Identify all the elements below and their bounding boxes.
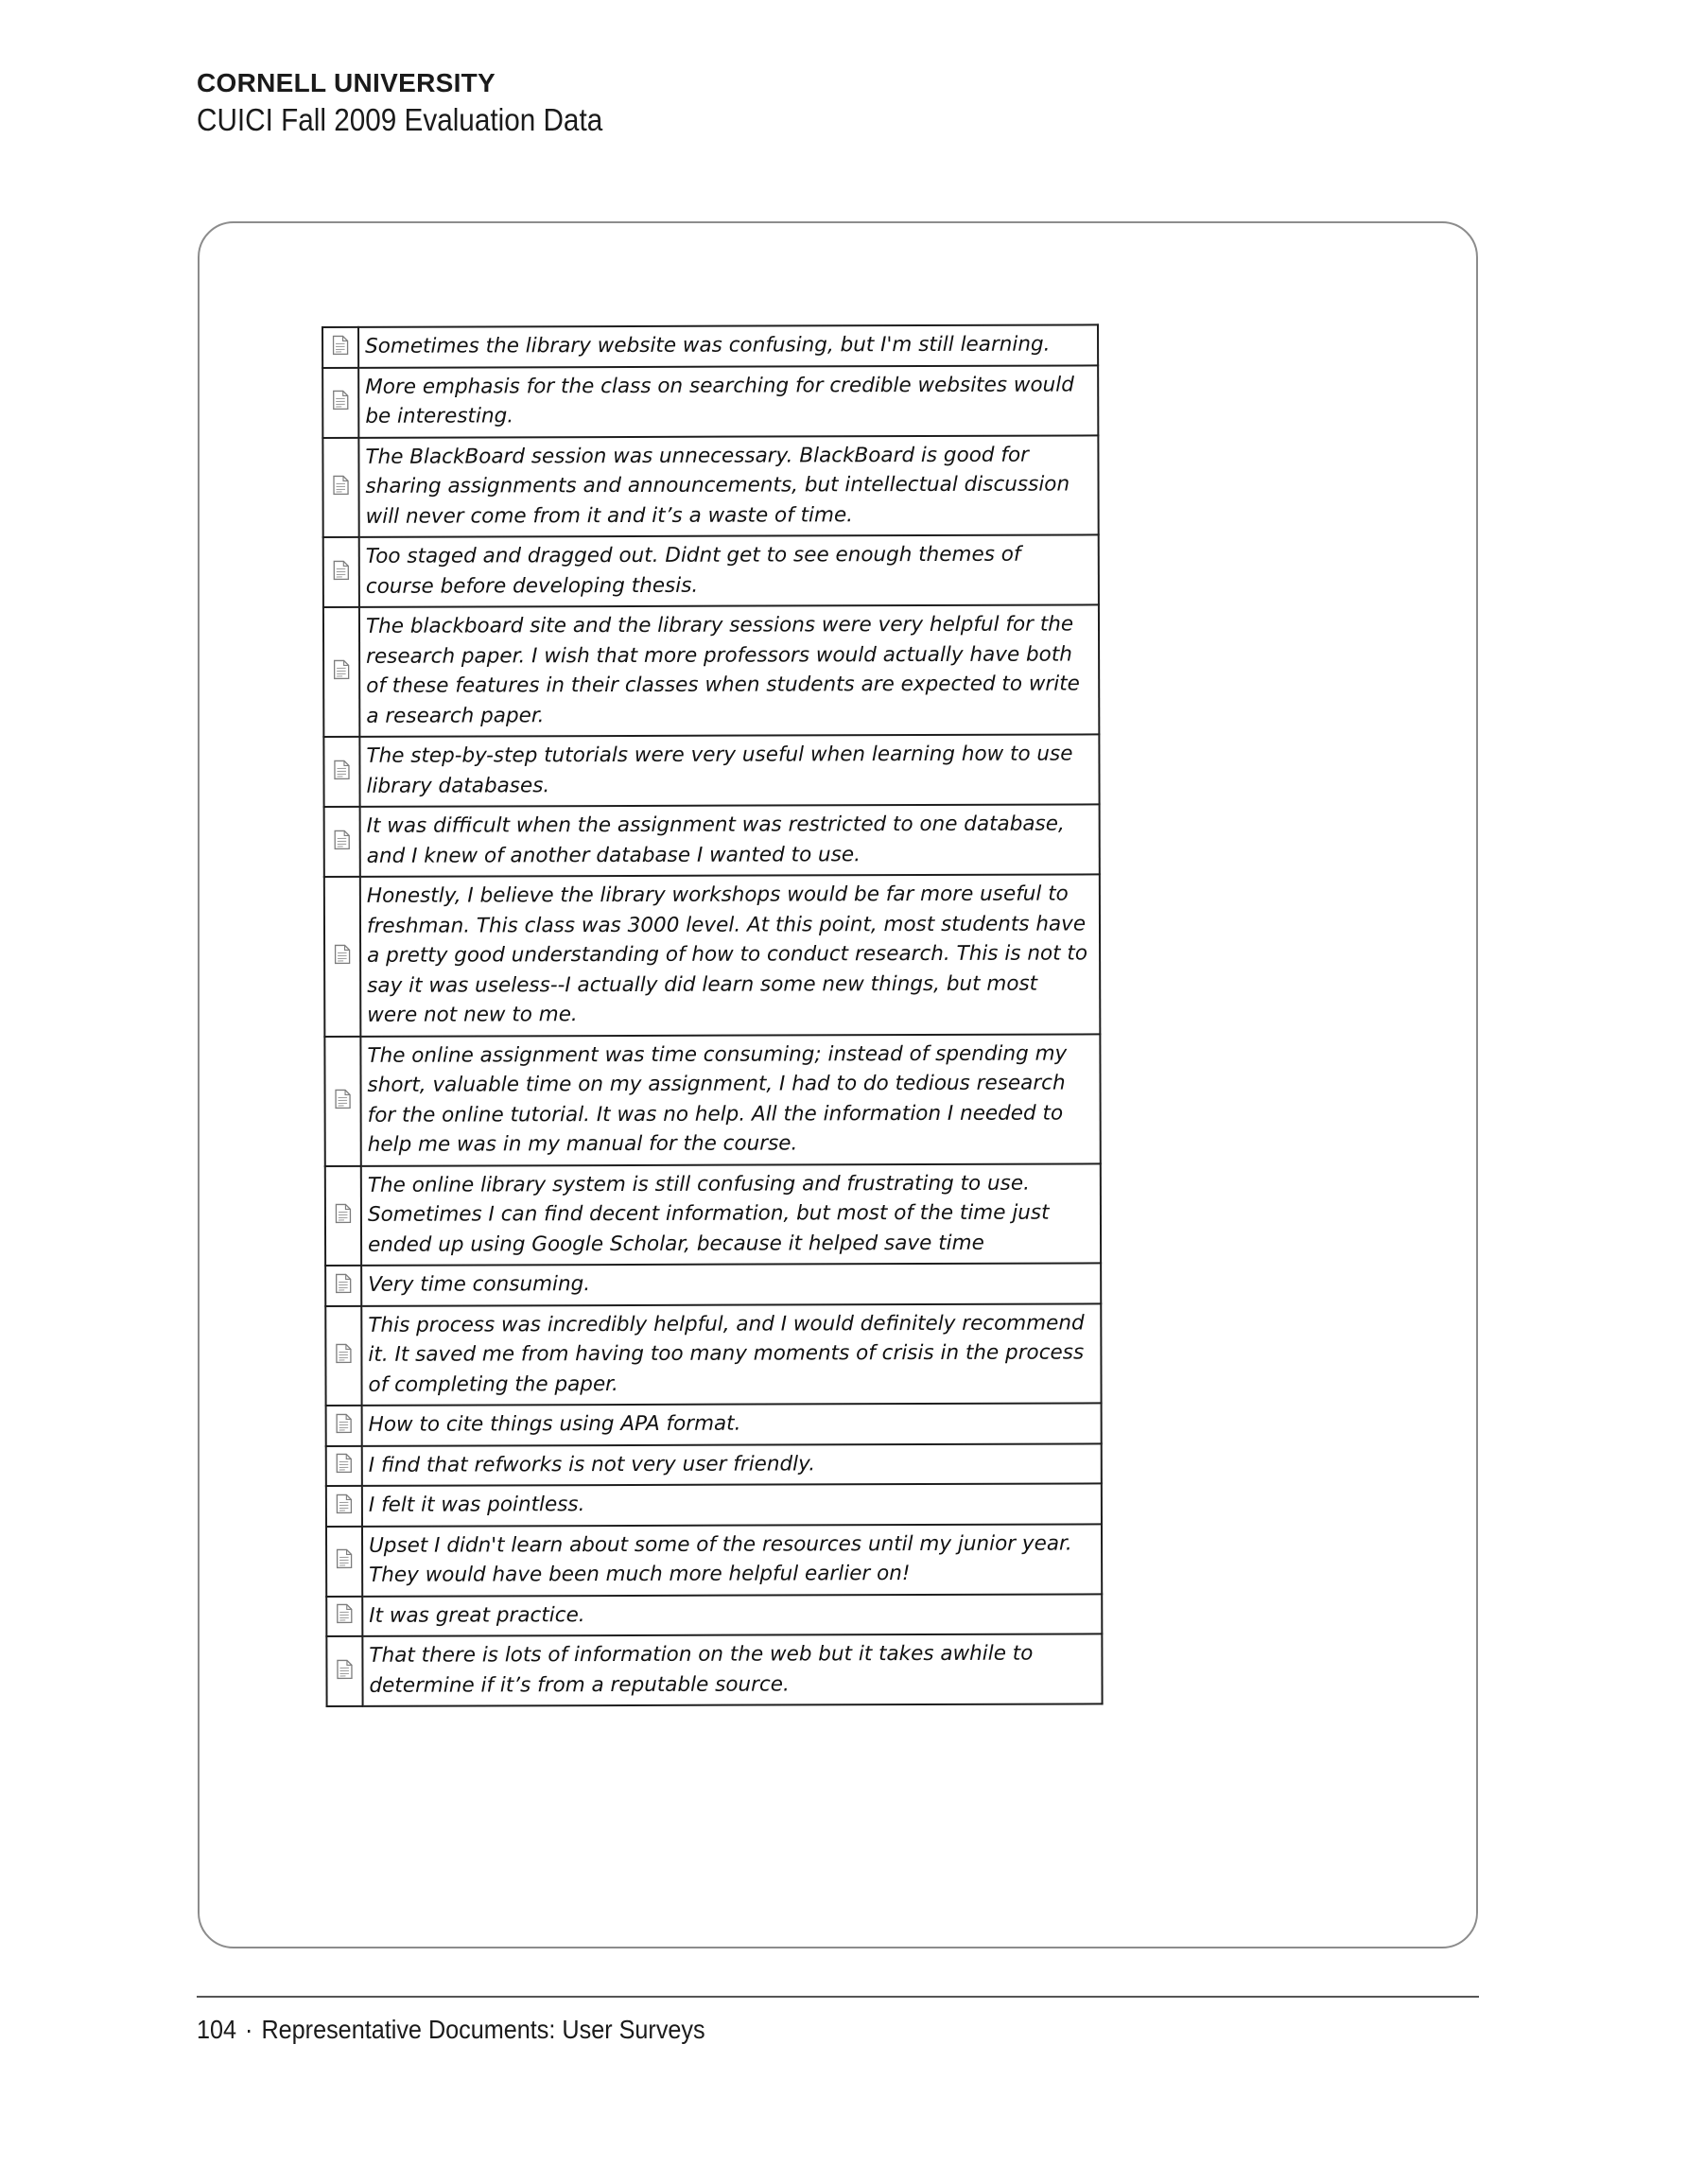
page-number: 104 — [197, 2015, 237, 2044]
response-row — [326, 1594, 1102, 1636]
response-text: The online library system is still confusing and frustrating to use. Sometimes I can find decent information, but most of the time just ended up using Google Scholar, because it helped save time — [361, 1163, 1101, 1266]
response-row — [322, 435, 1098, 537]
document-icon — [336, 1603, 353, 1629]
document-subtitle: CUICI Fall 2009 Evaluation Data — [197, 102, 603, 137]
response-icon-cell — [323, 737, 359, 807]
response-text: It was difficult when the assignment was restricted to one database, and I knew of another database I wanted to use. — [360, 804, 1100, 876]
response-icon-cell — [322, 437, 358, 537]
response-text: The BlackBoard session was unnecessary. BlackBoard is good for sharing assignments and announcements, but intellectual discussion will never come from it and it’s a waste of time. — [358, 435, 1098, 537]
response-row — [323, 604, 1099, 737]
response-text: It was great practice. — [362, 1594, 1102, 1636]
response-icon-cell — [326, 1596, 362, 1636]
response-text: The step-by-step tutorials were very useful when learning how to use library databases. — [359, 734, 1099, 806]
document-icon — [336, 1494, 353, 1519]
response-row — [326, 1483, 1102, 1526]
response-icon-cell — [322, 367, 358, 437]
response-row — [326, 1524, 1102, 1597]
response-row — [324, 1034, 1100, 1166]
document-icon — [332, 390, 349, 415]
response-row — [325, 1163, 1101, 1266]
response-icon-cell — [326, 1406, 362, 1446]
response-icon-cell — [324, 807, 360, 877]
response-text: How to cite things using APA format. — [362, 1403, 1102, 1445]
document-icon — [335, 1088, 352, 1113]
response-text: Upset I didn't learn about some of the resources until my junior year. They would have been much more helpful earlier on! — [362, 1524, 1102, 1596]
response-row — [323, 534, 1099, 607]
document-icon — [335, 1343, 352, 1369]
document-icon — [336, 1453, 353, 1478]
response-text: I find that refworks is not very user friendly. — [362, 1443, 1102, 1486]
response-row — [323, 734, 1099, 807]
response-icon-cell — [326, 1486, 362, 1527]
response-icon-cell — [326, 1636, 362, 1706]
response-text: More emphasis for the class on searching for credible websites would be interesting. — [358, 365, 1098, 437]
response-icon-cell — [325, 1305, 361, 1406]
document-icon — [334, 944, 351, 970]
document-icon — [336, 1658, 353, 1684]
response-row — [326, 1443, 1102, 1486]
response-text: Very time consuming. — [361, 1263, 1101, 1305]
document-icon — [336, 1548, 353, 1574]
response-row — [322, 324, 1098, 367]
response-text: Sometimes the library website was confusing, but I'm still learning. — [358, 324, 1098, 367]
document-icon — [333, 659, 350, 685]
document-icon — [332, 475, 349, 500]
document-icon — [334, 829, 351, 854]
document-icon — [335, 1273, 352, 1299]
page-footer — [197, 2015, 705, 2045]
organization-name: CORNELL UNIVERSITY — [197, 68, 496, 97]
response-row — [324, 874, 1101, 1036]
response-icon-cell — [325, 1165, 361, 1266]
response-row — [325, 1303, 1101, 1406]
response-row — [325, 1263, 1101, 1305]
response-icon-cell — [324, 877, 361, 1037]
survey-responses-table — [322, 323, 1104, 1707]
response-icon-cell — [324, 1036, 360, 1165]
footer-section-title: Representative Documents: User Surveys — [261, 2015, 705, 2044]
footer-divider — [197, 1996, 1479, 1998]
response-icon-cell — [326, 1526, 362, 1596]
response-text: The blackboard site and the library sessions were very helpful for the research paper. I wish that more professors would actually have both of these features in their classes when students are expected to write a research paper. — [359, 604, 1099, 736]
document-icon — [333, 759, 350, 784]
document-icon — [333, 559, 350, 585]
response-icon-cell — [322, 327, 358, 368]
document-icon — [332, 335, 349, 360]
footer-separator: · — [245, 2015, 253, 2044]
response-row — [326, 1634, 1102, 1706]
response-text: I felt it was pointless. — [362, 1483, 1102, 1526]
response-text: That there is lots of information on the web but it takes awhile to determine if it’s from a reputable source. — [362, 1634, 1102, 1705]
response-icon-cell — [323, 537, 359, 607]
response-row — [326, 1403, 1102, 1445]
response-row — [322, 365, 1098, 438]
response-text: Too staged and dragged out. Didnt get to see enough themes of course before developing thesis. — [359, 534, 1099, 606]
response-text: Honestly, I believe the library workshops would be far more useful to freshman. This class was 3000 level. At this point, most students have a pretty good understanding of how to conduct research. This is not to say it was useless--I actually did learn some new things, but most were not new to me. — [360, 874, 1101, 1036]
response-icon-cell — [325, 1266, 361, 1306]
document-icon — [336, 1413, 353, 1439]
response-icon-cell — [323, 607, 359, 737]
response-text: The online assignment was time consuming; instead of spending my short, valuable time on my assignment, I had to do tedious research for the online tutorial. It was no help. All the information I needed to help me was in my manual for the course. — [360, 1034, 1100, 1165]
response-icon-cell — [326, 1445, 362, 1486]
response-row — [324, 804, 1100, 877]
response-text: This process was incredibly helpful, and I would definitely recommend it. It saved me from having too many moments of crisis in the process of completing the paper. — [361, 1303, 1101, 1406]
document-icon — [335, 1203, 352, 1229]
